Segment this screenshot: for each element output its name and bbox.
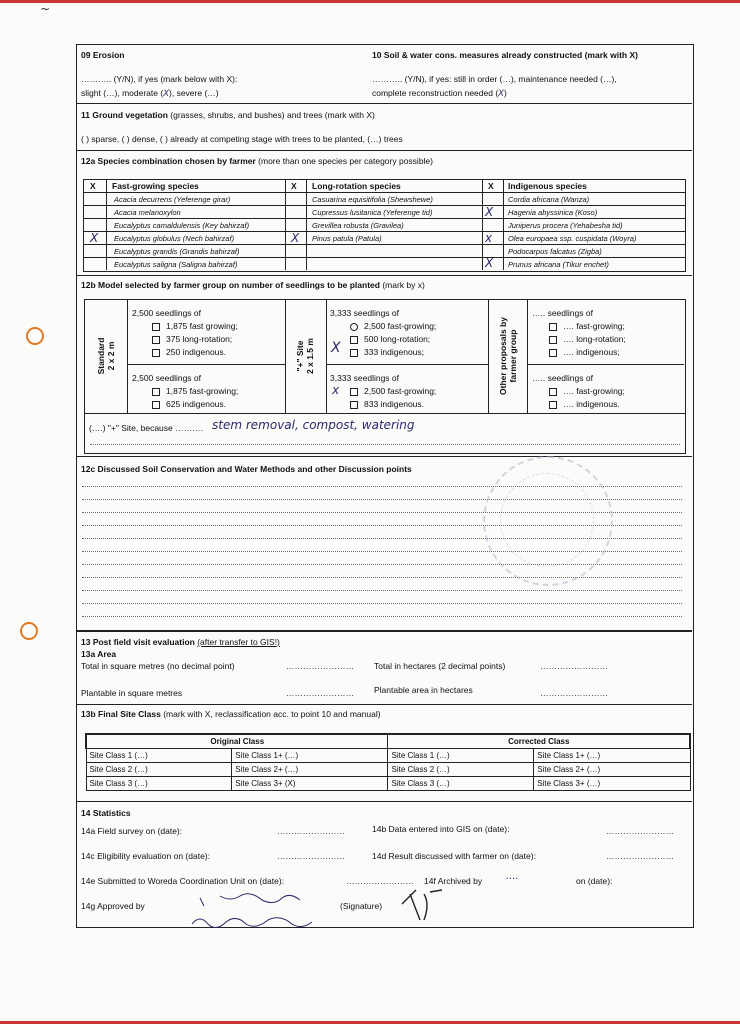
corr-class-3: Site Class 3 (…) — [388, 777, 534, 791]
mark-eucalyptus-globulus: X — [90, 231, 99, 245]
erosion-line1: ……….. (Y/N), if yes (mark below with X): — [81, 74, 238, 84]
area-title: 13a Area — [81, 649, 117, 659]
mark-prunus: X — [485, 256, 494, 270]
species-fast-6: Eucalyptus saligna (Saligna bahirzaf) — [114, 260, 238, 269]
archived-date-label: on (date): — [576, 876, 613, 886]
soil-water-title: 10 Soil & water cons. measures already constructed (mark with X) — [372, 50, 638, 60]
ground-vegetation-options: ( ) sparse, ( ) dense, ( ) already at competing stage with trees to be planted, (…) trees — [81, 134, 403, 144]
species-header-fast: Fast-growing species — [112, 181, 199, 191]
model-c-head: 3,333 seedlings of — [330, 308, 399, 318]
species-long-4: Pinus patula (Patula) — [312, 234, 382, 243]
corr-class-2: Site Class 2 (…) — [388, 763, 534, 777]
archived-label: 14f Archived by — [424, 876, 483, 886]
mark-plus-site-b: x — [332, 383, 340, 397]
original-class-header: Original Class — [86, 734, 388, 749]
species-title: 12a Species combination chosen by farmer (more than one species per category possible) — [81, 156, 433, 166]
model-a-item2: 375 long-rotation; — [152, 334, 232, 345]
area-sqm-dots: …………………… — [286, 661, 354, 671]
label-standard: Standard 2 x 2 m — [96, 337, 116, 375]
corner-mark: ~ — [40, 2, 51, 16]
discussion-title: 12c Discussed Soil Conservation and Water Methods and other Discussion points — [81, 464, 412, 474]
species-ind-5: Podocarpus falcatus (Zigba) — [508, 247, 602, 256]
label-plus-site: "+" Site 2 x 1.5 m — [295, 338, 315, 374]
species-long-2: Cupressus lusitanica (Yeferenge tid) — [312, 208, 433, 217]
species-long-3: Grevillea robusta (Gravilea) — [312, 221, 404, 230]
eligibility-label: 14c Eligibility evaluation on (date): — [81, 851, 210, 861]
gis-entry-dots: …………………… — [606, 826, 674, 836]
soil-water-line2: complete reconstruction needed (X) — [372, 88, 507, 99]
field-survey-label: 14a Field survey on (date): — [81, 826, 183, 836]
discussed-label: 14d Result discussed with farmer on (date): — [372, 851, 536, 861]
gis-entry-label: 14b Data entered into GIS on (date): — [372, 824, 510, 834]
site-class-table — [85, 733, 691, 791]
top-edge-line — [0, 0, 740, 3]
orig-class-2: Site Class 2 (…) — [86, 763, 232, 777]
plantable-sqm-label: Plantable in square metres — [81, 688, 183, 698]
official-stamp-inner — [500, 473, 594, 567]
soil-water-line1: ……….. (Y/N), if yes: still in order (…), maintenance needed (…), — [372, 74, 617, 84]
model-c-item2: 500 long-rotation; — [350, 334, 430, 345]
mark-plus-site-a: X — [331, 340, 341, 356]
model-e-head: ….. seedlings of — [532, 308, 593, 318]
species-ind-1: Cordia africana (Wanza) — [508, 195, 590, 204]
species-fast-1: Acacia decurrens (Yeferenge girar) — [114, 195, 231, 204]
submitted-label: 14e Submitted to Woreda Coordination Unit on (date): — [81, 876, 285, 886]
orig-class-1plus: Site Class 1+ (…) — [232, 749, 388, 763]
orig-class-2plus: Site Class 2+ (…) — [232, 763, 388, 777]
site-class-title: 13b Final Site Class (mark with X, reclassification acc. to point 10 and manual) — [81, 709, 381, 719]
species-fast-5: Eucalyptus grandis (Grandis bahirzaf) — [114, 247, 240, 256]
signature-label: (Signature) — [340, 901, 383, 911]
orig-class-1: Site Class 1 (…) — [86, 749, 232, 763]
corrected-class-header: Corrected Class — [388, 734, 690, 749]
species-fast-4: Eucalyptus globulus (Nech bahirzaf) — [114, 234, 235, 243]
punch-hole-upper — [26, 327, 44, 345]
plantable-ha-dots: …………………… — [540, 688, 608, 698]
submitted-dots: …………………… — [346, 876, 414, 886]
area-sqm-label: Total in square metres (no decimal point) — [81, 661, 235, 671]
model-b-item2: 625 indigenous. — [152, 399, 226, 410]
punch-hole-lower — [20, 622, 38, 640]
model-a-item3: 250 indigenous. — [152, 347, 226, 358]
approval-signature — [180, 884, 450, 936]
model-e-item1: …. fast-growing; — [549, 321, 625, 332]
model-a-item1: 1,875 fast growing; — [152, 321, 238, 332]
discussed-dots: …………………… — [606, 851, 674, 861]
archived-by-handwriting: .... — [506, 871, 519, 882]
statistics-title: 14 Statistics — [81, 808, 131, 818]
orig-class-3: Site Class 3 (…) — [86, 777, 232, 791]
species-ind-4: Olea europaea ssp. cuspidata (Woyra) — [508, 234, 637, 243]
erosion-line2: slight (…), moderate (X), severe (…) — [81, 88, 219, 99]
mark-hagenia: X — [485, 205, 494, 219]
plus-site-because: (….) "+" Site, because ………. — [89, 423, 203, 433]
species-fast-2: Acacia melanoxylon — [114, 208, 181, 217]
post-visit-title: 13 Post field visit evaluation (after transfer to GIS!) — [81, 637, 280, 647]
model-e-item3: …. indigenous; — [549, 347, 620, 358]
ground-vegetation-title: 11 Ground vegetation (grasses, shrubs, and bushes) and trees (mark with X) — [81, 110, 375, 120]
plantable-ha-label: Plantable area in hectares — [374, 685, 473, 695]
model-b-item1: 1,875 fast-growing; — [152, 386, 238, 397]
model-f-item1: …. fast-growing; — [549, 386, 625, 397]
plus-site-reason-handwritten: stem removal, compost, watering — [212, 418, 415, 432]
erosion-title: 09 Erosion — [81, 50, 125, 60]
plantable-sqm-dots: …………………… — [286, 688, 354, 698]
species-ind-6: Prunus africana (Tikur enchet) — [508, 260, 609, 269]
species-fast-3: Eucalyptus camaldulensis (Key bahirzaf) — [114, 221, 250, 230]
field-survey-dots: …………………… — [277, 826, 345, 836]
model-c-item3: 333 indigenous; — [350, 347, 424, 358]
model-a-head: 2,500 seedlings of — [132, 308, 201, 318]
model-e-item2: …. long-rotation; — [549, 334, 626, 345]
model-d-item2: 833 indigenous. — [350, 399, 424, 410]
model-f-item2: …. indigenous. — [549, 399, 620, 410]
corr-class-1plus: Site Class 1+ (…) — [534, 749, 690, 763]
corr-class-3plus: Site Class 3+ (…) — [534, 777, 690, 791]
species-ind-2: Hagenia abyssinica (Koso) — [508, 208, 598, 217]
area-ha-dots: …………………… — [540, 661, 608, 671]
mark-pinus-patula: X — [291, 231, 300, 245]
model-f-head: ….. seedlings of — [532, 373, 593, 383]
species-x-col-long: X — [291, 181, 297, 191]
orig-class-3plus: Site Class 3+ (X) — [232, 777, 388, 791]
mark-olea: x — [485, 231, 493, 245]
eligibility-dots: …………………… — [277, 851, 345, 861]
species-header-long: Long-rotation species — [312, 181, 401, 191]
species-ind-3: Juniperus procera (Yehabesha tid) — [508, 221, 623, 230]
species-x-col-fast: X — [90, 181, 96, 191]
species-long-1: Casuarina equisitifolia (Shewshewe) — [312, 195, 433, 204]
area-ha-label: Total in hectares (2 decimal points) — [374, 661, 506, 671]
corr-class-1: Site Class 1 (…) — [388, 749, 534, 763]
model-c-item1: 2,500 fast-growing; — [350, 321, 436, 332]
corr-class-2plus: Site Class 2+ (…) — [534, 763, 690, 777]
model-title: 12b Model selected by farmer group on number of seedlings to be planted (mark by x) — [81, 280, 425, 290]
model-b-head: 2,500 seedlings of — [132, 373, 201, 383]
approved-label: 14g Approved by — [81, 901, 145, 911]
species-header-ind: Indigenous species — [508, 181, 587, 191]
model-d-head: 3,333 seedlings of — [330, 373, 399, 383]
species-x-col-ind: X — [488, 181, 494, 191]
model-d-item1: 2,500 fast-growing; — [350, 386, 436, 397]
label-other-proposals: Other proposals by farmer group — [498, 317, 518, 395]
